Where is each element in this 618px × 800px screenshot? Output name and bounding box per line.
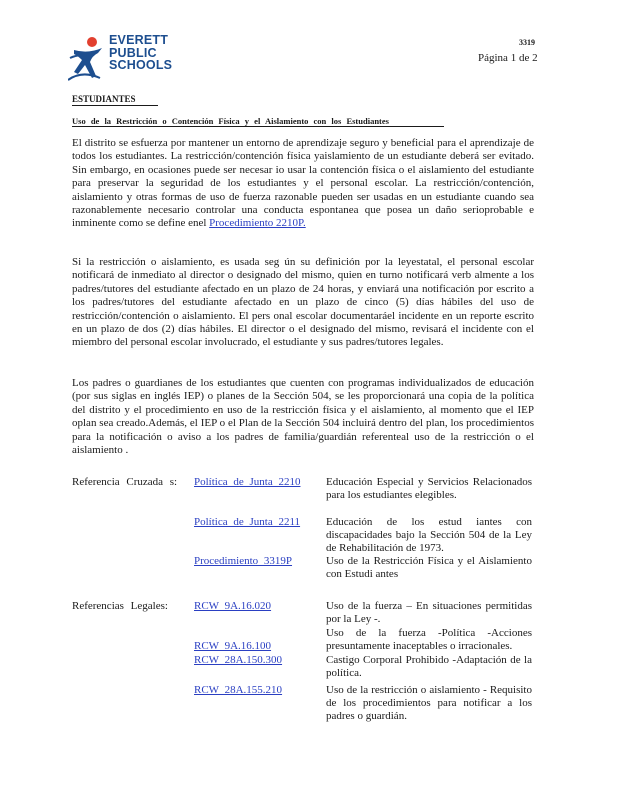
policy-title: Uso de la Restricción o Contención Física y el Aislamiento con los Estudiantes <box>72 116 444 127</box>
running-figure-icon <box>68 34 108 84</box>
cross-ref-desc: Educación de los estud iantes con discapacidades bajo la Sección 504 de la Ley de Rehabilitación de 1973. <box>326 516 532 555</box>
cross-ref-link[interactable]: Procedimiento 3319P <box>194 555 293 567</box>
section-heading: ESTUDIANTES <box>72 94 158 106</box>
legal-ref-link[interactable]: RCW 9A.16.100 <box>194 640 272 652</box>
policy-number: 3319 <box>519 38 535 47</box>
logo-line: SCHOOLS <box>109 58 173 72</box>
legal-ref-link[interactable]: RCW 28A.150.300 <box>194 654 283 666</box>
logo-wordmark <box>109 34 172 72</box>
legal-ref-desc: Castigo Corporal Prohibido -Adaptación de la política. <box>326 654 532 680</box>
page-indicator: Página 1 de 2 <box>478 52 538 64</box>
paragraph-intro <box>72 137 534 231</box>
cross-references-label: Referencia Cruzada s: <box>72 476 178 488</box>
procedure-2210p-link[interactable]: Procedimiento 2210P. <box>209 217 306 230</box>
paragraph-text: El distrito se esfuerza por mantener un entorno de aprendizaje seguro y beneficial para el aprendizaje de todos los estudiantes. La restricción/contención física yaislamiento de un estudiante deberá ser evitado. Sin embargo, en ocasiones puede ser necesar io usar la contención física o el aislamiento del estudiante para preservar la seguridad de los estudiantes y el personal escolar. La restricción/contención, aislamiento y otras formas de uso de fuerza razonable pueden ser usadas en un estudiante cuando sea razonablemente necesario controlar una conducta espontanea que posea un daño serioprobable e inminente como se define enel <box>72 137 534 230</box>
legal-ref-desc: Uso de la fuerza – En situaciones permitidas por la Ley -. <box>326 600 532 626</box>
logo-line: EVERETT <box>109 33 169 47</box>
legal-ref-desc: Uso de la fuerza -Política -Acciones presuntamente inaceptables o irracionales. <box>326 627 532 653</box>
cross-ref-desc: Uso de la Restricción Física y el Aislamiento con Estudi antes <box>326 555 532 581</box>
legal-ref-link[interactable]: RCW 28A.155.210 <box>194 684 283 696</box>
legal-ref-link[interactable]: RCW 9A.16.020 <box>194 600 272 612</box>
cross-ref-link[interactable]: Política de Junta 2210 <box>194 476 301 488</box>
cross-ref-link[interactable]: Política de Junta 2211 <box>194 516 301 528</box>
district-logo <box>68 34 188 84</box>
cross-ref-desc: Educación Especial y Servicios Relacionados para los estudiantes elegibles. <box>326 476 532 502</box>
logo-line: PUBLIC <box>109 45 157 60</box>
legal-ref-desc: Uso de la restricción o aislamiento - Requisito de los procedimientos para notificar a los padres o guardián. <box>326 684 532 723</box>
paragraph-notification: Si la restricción o aislamiento, es usada seg ún su definición por la leyestatal, el personal escolar notificará de inmediato al director o designado del mismo, quien en turno notificará verb almente a los padres/tutores del estudiante afectado en un plazo de 24 horas, y enviará una notificación por escrito a los padres/tutores del estudiante afectado en un plazo de cinco (5) días hábiles del uso de restricción/contención o aislamiento. El pers onal escolar documentaráel incidente en un reporte escrito en un plazo de dos (2) días hábiles. El director o el designado del mismo, revisará el incidente con el miembro del personal escolar involucrado, el estudiante y sus padres/tutores legales. <box>72 256 534 349</box>
paragraph-iep: Los padres o guardianes de los estudiantes que cuenten con programas individualizados de educación (por sus siglas en inglés IEP) o planes de la Sección 504, se les proporcionará una copia de la política del distrito y el procedimiento en uso de la restricción física y el aislamiento, al momento que el IEP oplan sea creado.Además, el IEP o el Plan de la Sección 504 incluirá dentro del plan, los procedimientos para la notificación o aviso a los padres de familia/guardián referenteal uso de la restricción o el aislamiento . <box>72 377 534 457</box>
legal-references-label: Referencias Legales: <box>72 600 168 612</box>
